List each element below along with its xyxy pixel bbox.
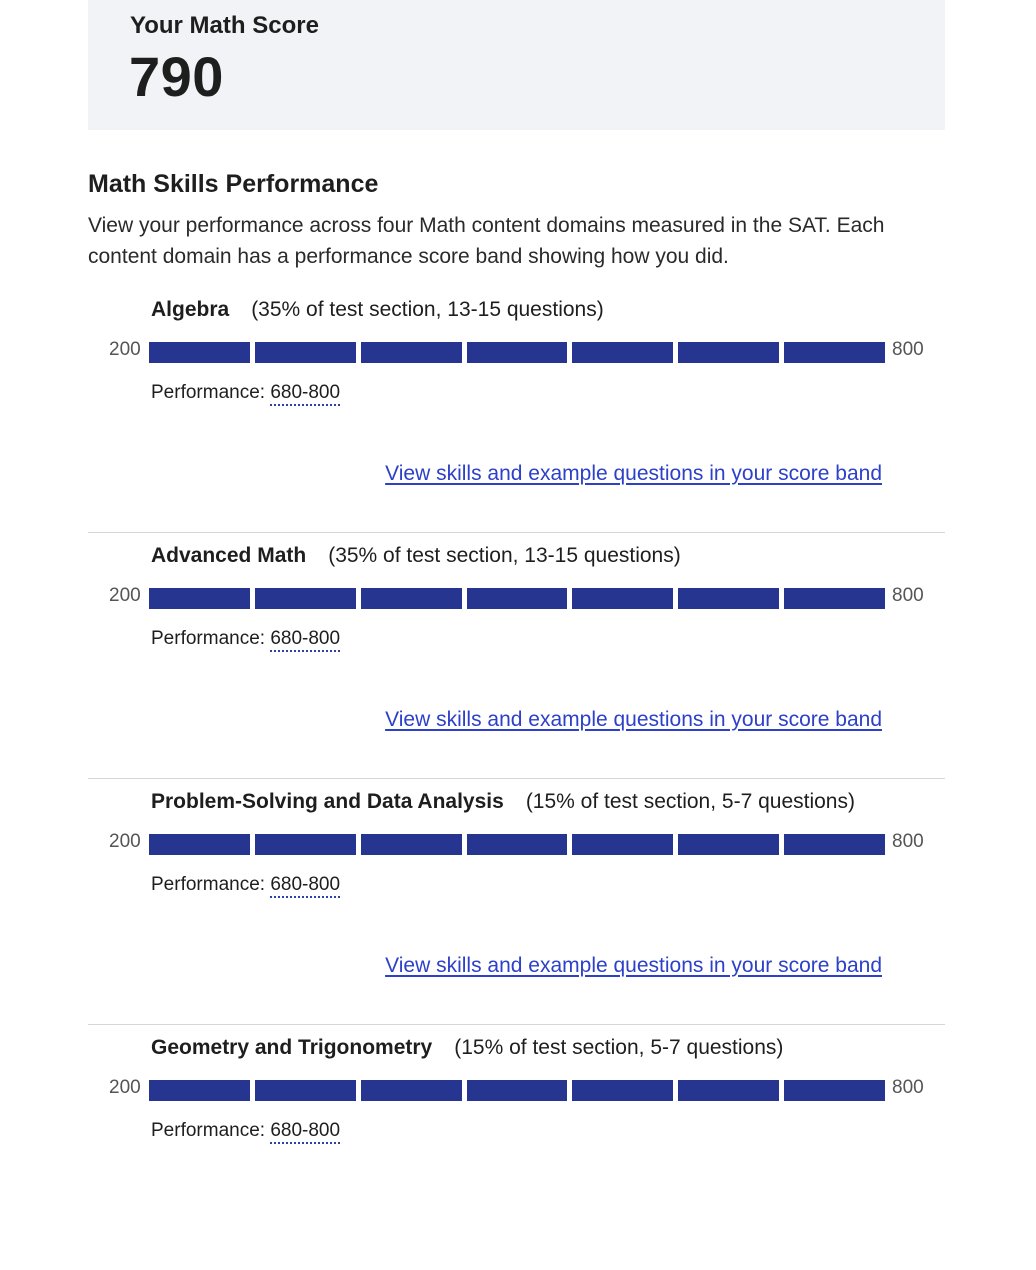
score-band-segment (572, 588, 673, 609)
scale-min-label: 200 (109, 585, 141, 606)
score-band-segment (572, 834, 673, 855)
domain-name: Algebra (151, 298, 230, 321)
score-band-segment (678, 342, 779, 363)
performance-label: Performance: (151, 382, 266, 403)
scale-min-label: 200 (109, 339, 141, 360)
domain-weight: (35% of test section, 13-15 questions) (251, 298, 604, 321)
score-band-segment (255, 588, 356, 609)
domain-weight: (15% of test section, 5-7 questions) (454, 1036, 784, 1059)
performance-value[interactable]: 680-800 (270, 874, 340, 898)
score-band-segment (467, 342, 568, 363)
domain-header (151, 790, 855, 814)
performance-value[interactable]: 680-800 (270, 382, 340, 406)
score-band-segment (361, 1080, 462, 1101)
domain-weight: (35% of test section, 13-15 questions) (328, 544, 681, 567)
math-score-card (88, 0, 945, 130)
domain-header (151, 298, 604, 322)
score-band-segment (149, 834, 250, 855)
performance-row (151, 382, 340, 404)
score-band-segment (572, 1080, 673, 1101)
domain-geometry (88, 1024, 945, 1270)
score-band-segment (255, 834, 356, 855)
view-skills-link[interactable]: View skills and example questions in your score band (385, 462, 882, 485)
score-value: 790 (129, 45, 224, 108)
score-band-segment (784, 1080, 885, 1101)
score-band-segment (361, 834, 462, 855)
score-band-segment (149, 1080, 250, 1101)
score-band-segment (255, 342, 356, 363)
score-band-bar (149, 588, 885, 609)
score-band-segment (784, 342, 885, 363)
performance-row (151, 1120, 340, 1142)
score-band-segment (678, 1080, 779, 1101)
domain-weight: (15% of test section, 5-7 questions) (525, 790, 855, 813)
performance-label: Performance: (151, 628, 266, 649)
domain-name: Problem-Solving and Data Analysis (151, 790, 504, 813)
score-band-segment (678, 834, 779, 855)
score-band-segment (467, 834, 568, 855)
view-skills-link[interactable]: View skills and example questions in your score band (385, 954, 882, 977)
scale-min-label: 200 (109, 831, 141, 852)
performance-row (151, 628, 340, 650)
score-band-segment (678, 588, 779, 609)
view-skills-link[interactable]: View skills and example questions in your score band (385, 708, 882, 731)
scale-max-label: 800 (892, 1077, 924, 1098)
domain-header (151, 544, 681, 568)
score-band-segment (149, 342, 250, 363)
score-band-segment (784, 834, 885, 855)
score-band-bar (149, 834, 885, 855)
performance-label: Performance: (151, 874, 266, 895)
performance-value[interactable]: 680-800 (270, 628, 340, 652)
score-band-segment (572, 342, 673, 363)
domain-algebra (88, 286, 945, 533)
section-description: View your performance across four Math content domains measured in the SAT. Each content domain has a performance score band showing how you did. (88, 214, 885, 268)
domain-name: Geometry and Trigonometry (151, 1036, 433, 1059)
performance-value[interactable]: 680-800 (270, 1120, 340, 1144)
score-band-bar (149, 1080, 885, 1101)
score-band-segment (361, 588, 462, 609)
domain-problem-solving (88, 778, 945, 1025)
score-band-segment (361, 342, 462, 363)
scale-max-label: 800 (892, 339, 924, 360)
score-band-segment (149, 588, 250, 609)
score-band-segment (255, 1080, 356, 1101)
performance-row (151, 874, 340, 896)
scale-max-label: 800 (892, 585, 924, 606)
performance-label: Performance: (151, 1120, 266, 1141)
score-band-bar (149, 342, 885, 363)
score-band-segment (784, 588, 885, 609)
score-label: Your Math Score (130, 12, 319, 39)
domain-advanced-math (88, 532, 945, 779)
domain-name: Advanced Math (151, 544, 307, 567)
scale-min-label: 200 (109, 1077, 141, 1098)
score-band-segment (467, 588, 568, 609)
domain-header (151, 1036, 783, 1060)
scale-max-label: 800 (892, 831, 924, 852)
section-title: Math Skills Performance (88, 170, 379, 198)
score-band-segment (467, 1080, 568, 1101)
